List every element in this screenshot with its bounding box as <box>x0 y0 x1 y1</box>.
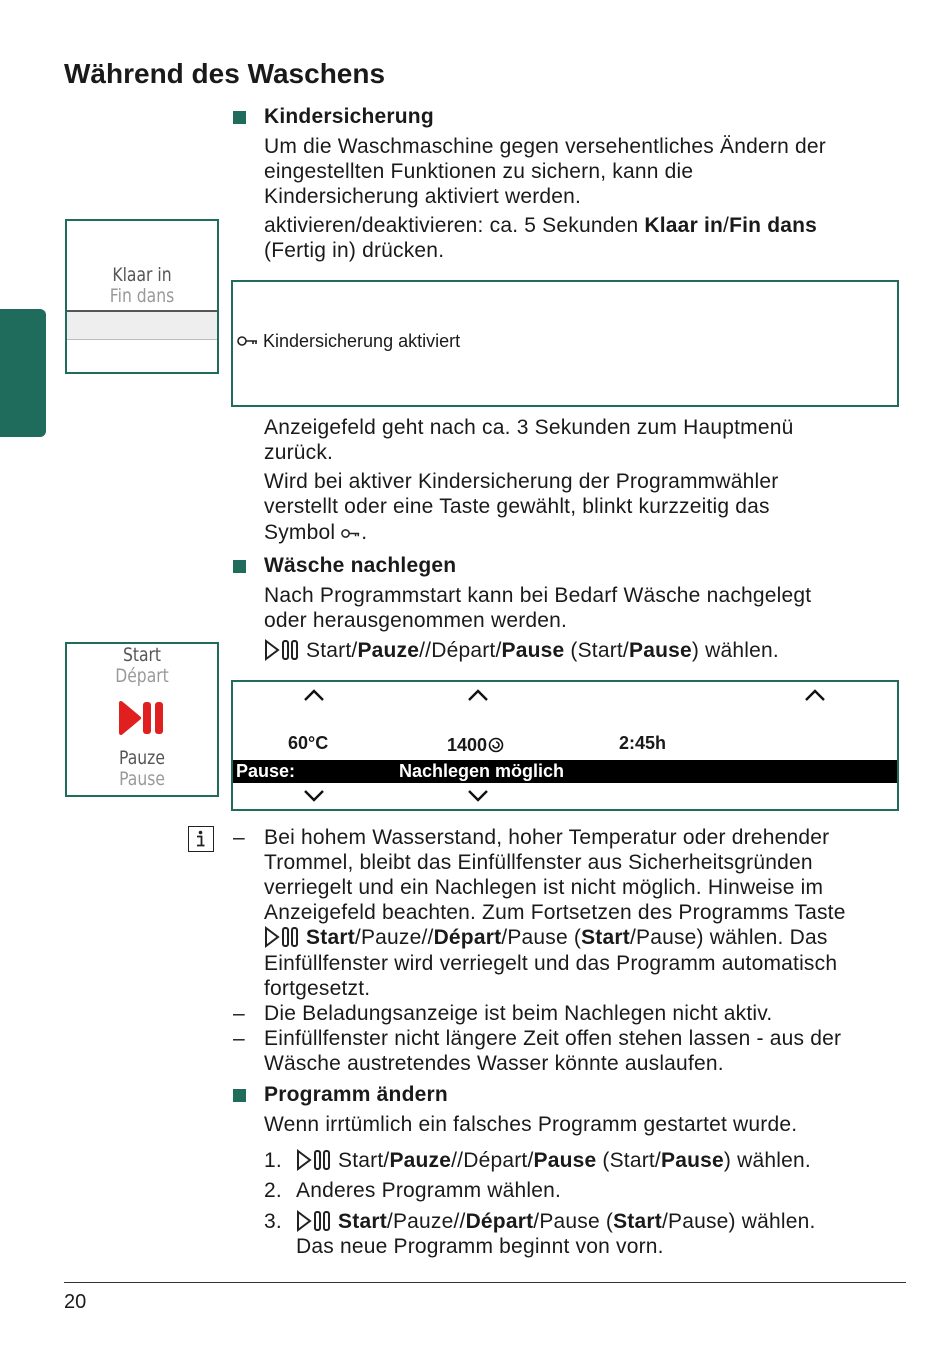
txt: Start <box>581 926 630 949</box>
bullet-square <box>233 560 246 573</box>
info-icon <box>188 826 214 852</box>
txt: Départ <box>465 1210 534 1233</box>
start-pause-icon <box>264 926 300 948</box>
txt: (Start/ <box>596 1149 661 1172</box>
pauze-label[interactable]: Pauze <box>119 747 165 769</box>
chevron-down-icon <box>303 789 325 803</box>
txt: //Départ/ <box>451 1149 534 1172</box>
section-heading-child-lock: Kindersicherung <box>264 105 434 128</box>
display-status-bar <box>233 760 897 783</box>
status-right: Nachlegen möglich <box>399 761 565 781</box>
action-sep: / <box>723 214 730 237</box>
after-text-1: Anzeigefeld geht nach ca. 3 Sekunden zum Hauptmenü <box>264 416 794 439</box>
dash: – <box>233 826 245 849</box>
info-1-line-7: fortgesetzt. <box>264 977 371 1000</box>
chevron-up-icon <box>804 688 826 702</box>
txt: Pauze <box>389 1149 452 1172</box>
spin-value: 1400 <box>447 735 488 755</box>
after2-text-2: verstellt oder eine Taste gewählt, blinkt kurzzeitig das <box>264 495 770 518</box>
start-pause-icon <box>296 1210 332 1232</box>
display-time: 2:45h <box>619 733 667 753</box>
step-2-num: 2. <box>264 1179 282 1202</box>
txt: Start <box>613 1210 662 1233</box>
txt: Pause <box>501 639 565 662</box>
txt: Pause <box>660 1149 724 1172</box>
chevron-up-icon <box>467 688 489 702</box>
action-prefix: aktivieren/deaktivieren: ca. 5 Sekunden <box>264 214 645 237</box>
txt: Start <box>306 926 355 949</box>
klaar-in-label[interactable]: Klaar in <box>112 264 172 286</box>
txt: Start/ <box>306 639 358 662</box>
txt: /Pause) wählen. Das <box>629 926 828 949</box>
step-1-text <box>296 1148 811 1173</box>
display-pause <box>231 680 899 811</box>
start-label[interactable]: Start <box>122 644 162 666</box>
button-surface <box>67 312 217 339</box>
pause-label[interactable]: Pause <box>119 768 165 790</box>
txt: /Pause) wählen. <box>661 1210 816 1233</box>
add-laundry-desc-1: Nach Programmstart kann bei Bedarf Wäsche nachgelegt <box>264 584 812 607</box>
after2-text-3 <box>264 520 367 545</box>
fin-dans-label[interactable]: Fin dans <box>109 285 175 307</box>
display-spin <box>447 735 504 756</box>
info-2-line-1: Die Beladungsanzeige ist beim Nachlegen nicht aktiv. <box>264 1002 773 1025</box>
txt: Start <box>338 1210 387 1233</box>
add-laundry-desc-2: oder herausgenommen werden. <box>264 609 568 632</box>
depart-label[interactable]: Départ <box>115 665 169 687</box>
txt: /Pause ( <box>501 926 582 949</box>
start-pause-icon <box>264 639 300 661</box>
bullet-square <box>233 1089 246 1102</box>
txt: Start/ <box>338 1149 390 1172</box>
txt: /Pauze// <box>354 926 434 949</box>
step-3-line-2: Das neue Programm beginnt von vorn. <box>296 1235 664 1258</box>
start-pause-button-panel <box>65 642 219 797</box>
change-program-desc: Wenn irrtümlich ein falsches Programm gestartet wurde. <box>264 1113 798 1136</box>
txt: ) wählen. <box>723 1149 811 1172</box>
spin-icon <box>488 737 504 753</box>
section-tab <box>0 309 46 437</box>
info-1-line-5 <box>264 925 828 950</box>
klaar-in-button-panel <box>65 219 219 374</box>
key-icon <box>341 528 361 539</box>
action-bold2: Fin dans <box>729 214 818 237</box>
info-1-line-4: Anzeigefeld beachten. Zum Fortsetzen des Programms Taste <box>264 901 846 924</box>
child-lock-desc-2: eingestellten Funktionen zu sichern, kann die <box>264 160 694 183</box>
display-temp: 60°C <box>288 733 329 753</box>
info-3-line-2: Wäsche austretendes Wasser könnte auslaufen. <box>264 1052 724 1075</box>
after-text-2: zurück. <box>264 441 334 464</box>
info-1-line-1: Bei hohem Wasserstand, hoher Temperatur oder drehender <box>264 826 830 849</box>
chevron-down-icon <box>467 789 489 803</box>
footer-rule <box>64 1282 906 1283</box>
txt: Départ <box>433 926 502 949</box>
info-3-line-1: Einfüllfenster nicht längere Zeit offen stehen lassen - aus der <box>264 1027 842 1050</box>
display-child-lock <box>231 280 899 407</box>
txt: Pauze <box>357 639 420 662</box>
step-3-text <box>296 1209 816 1234</box>
info-1-line-3: verriegelt und ein Nachlegen ist nicht möglich. Hinweise im <box>264 876 824 899</box>
after2-text-1: Wird bei aktiver Kindersicherung der Programmwähler <box>264 470 779 493</box>
section-heading-change-program: Programm ändern <box>264 1083 448 1106</box>
page-title: Während des Waschens <box>64 58 386 89</box>
txt: /Pause ( <box>533 1210 614 1233</box>
step-3-num: 3. <box>264 1210 282 1233</box>
add-laundry-action <box>264 638 779 663</box>
bullet-square <box>233 111 246 124</box>
start-pause-red-icon[interactable] <box>117 700 167 736</box>
start-pause-icon <box>296 1149 332 1171</box>
dash: – <box>233 1002 245 1025</box>
txt: //Départ/ <box>419 639 502 662</box>
child-lock-desc-3: Kindersicherung aktiviert werden. <box>264 185 582 208</box>
child-lock-display-text: Kindersicherung aktiviert <box>263 331 461 351</box>
txt: (Start/ <box>564 639 629 662</box>
dash: – <box>233 1027 245 1050</box>
symbol-word: Symbol <box>264 521 336 544</box>
child-lock-action <box>264 213 817 238</box>
divider <box>67 339 217 340</box>
page-number: 20 <box>64 1291 87 1313</box>
txt: Pause <box>628 639 692 662</box>
child-lock-action-2: (Fertig in) drücken. <box>264 239 445 262</box>
key-icon <box>237 335 259 347</box>
txt: Pause <box>533 1149 597 1172</box>
step-2-text: Anderes Programm wählen. <box>296 1179 562 1202</box>
action-bold: Klaar in <box>644 214 724 237</box>
txt: /Pauze// <box>386 1210 466 1233</box>
chevron-up-icon <box>303 688 325 702</box>
step-1-num: 1. <box>264 1149 282 1172</box>
info-1-line-2: Trommel, bleibt das Einfüllfenster aus Sicherheitsgründen <box>264 851 813 874</box>
section-heading-add-laundry: Wäsche nachlegen <box>264 554 457 577</box>
status-left: Pause: <box>236 761 296 781</box>
period: . <box>361 521 368 544</box>
child-lock-desc-1: Um die Waschmaschine gegen versehentliches Ändern der <box>264 135 826 158</box>
info-1-line-6: Einfüllfenster wird verriegelt und das Programm automatisch <box>264 952 838 975</box>
txt: ) wählen. <box>691 639 779 662</box>
